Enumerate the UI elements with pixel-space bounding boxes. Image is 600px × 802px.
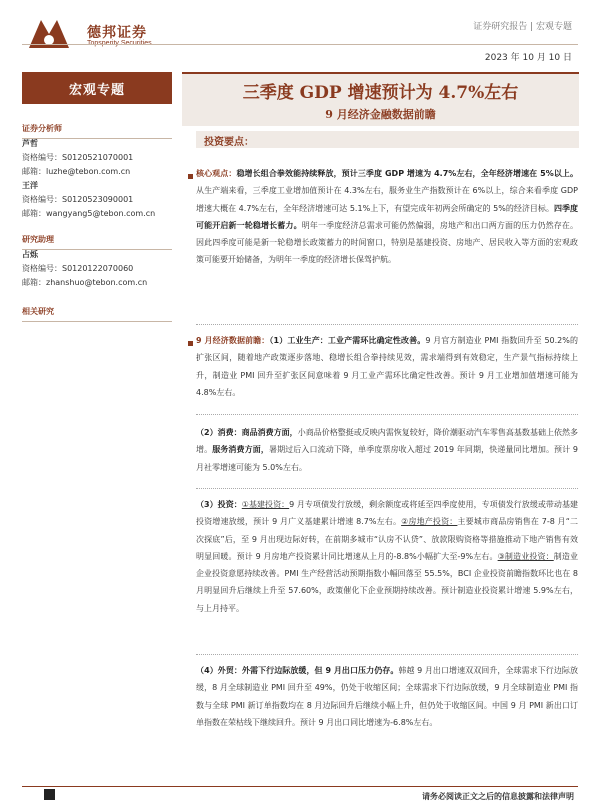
analyst-name: 芦哲 [22, 139, 38, 148]
footer-divider [22, 786, 578, 787]
assistant-email[interactable]: 邮箱：zhanshuo@tebon.com.cn [22, 278, 148, 287]
analyst-email[interactable]: 邮箱：wangyang5@tebon.com.cn [22, 209, 156, 218]
paragraph-text: 小商品价格整挺或反映内需恢复较好，降价潮驱动汽车零售高基数基础上依然多增。 [196, 428, 578, 455]
paragraph-industrial [196, 332, 578, 401]
bullet-icon [188, 341, 193, 346]
report-date: 2023 年 10 月 10 日 [484, 53, 572, 63]
paragraph-text: 从生产端来看，三季度工业增加值预计在 4.3%左右，服务业生产指数预计在 6%以上，综合来看季度 GDP 增速大概在 4.7%左右，全年经济增速可达 5.1%上下，有望完成年初两会所确定的 5%的经济目标。 [196, 186, 578, 213]
paragraph-text: 韩越 9 月出口增速双双回升，全球需求下行边际放缓，8 月全球制造业 PMI 回升至 49%，仍处于收缩区间；全球需求下行边际放缓，9 月全球制造业 PMI 指数与全球 PMI 新订单指数均在 8 月边际回升后继续小幅上升，但仍处于收缩区间。中国 9 月 PMI 新出口订单指数在荣枯线下继续回升。预计 9 月出口同比增速为-6.8%左右。 [196, 666, 578, 727]
analyst-name: 王洋 [22, 181, 38, 190]
paragraph-text: 制造业企业投资意愿持续改善。PMI 生产经营活动预期指数小幅回落至 55.5%，BCI 企业投资前瞻指数环比也在 8 月明显回升后继续上升至 57.60%，政策催化下企业预期持续改善。预计制造业投资累计增速 5.9%左右，与上月持平。 [196, 551, 579, 613]
paragraph-subheading: ③制造业投资： [497, 551, 554, 561]
paragraph-emphasis: （2）消费：商品消费方面， [196, 428, 298, 437]
section-divider [196, 414, 578, 415]
key-points-label: 投资要点： [204, 137, 254, 148]
tebon-logo-icon [25, 14, 73, 54]
section-divider [196, 654, 578, 655]
analysts-heading: 证券分析师 [22, 123, 172, 139]
paragraph-emphasis: （3）投资： [196, 500, 242, 509]
assistant-name: 占烁 [22, 250, 38, 259]
paragraph-text: 主要城市商品房销售在 7-8 月“二次探底”后，至 9 月出现边际好转，在前期多城市“认房不认贷”、放款限购资格等措施推动下地产销售有效明显回暖。预计 9 月房地产投资累计同比增速从上月的-8.8%小幅扩大至-9%左右。 [196, 517, 578, 561]
analyst-cert: 资格编号：S0120521070001 [22, 153, 134, 162]
report-subtitle: 9 月经济金融数据前瞻 [325, 108, 436, 121]
paragraph-emphasis: 服务消费方面， [212, 445, 269, 455]
section-divider [196, 324, 578, 325]
header-divider [22, 44, 578, 45]
bullet-icon [188, 174, 193, 179]
paragraph-lead: 核心观点： [196, 169, 237, 178]
paragraph-emphasis: 四季度可能开启新一轮稳增长蓄力。 [196, 203, 578, 230]
assistant-list [22, 248, 182, 290]
paragraph-text: 9 月专项债发行放缓，剩余额度或将延至四季度使用，专项债发行放缓或带动基建投资增速放缓，预计 9 月广义基建累计增速 8.7%左右。 [196, 500, 578, 527]
analyst-list [22, 137, 182, 221]
assistant-heading: 研究助理 [22, 234, 172, 250]
paragraph-emphasis: 稳增长组合拳效能持续释放，预计三季度 GDP 增速为 4.7%左右，全年经济增速在 5%以上。 [236, 169, 579, 178]
paragraph-subheading: ①基建投资： [241, 500, 290, 509]
paragraph-investment [196, 496, 578, 617]
qr-code-icon [44, 789, 55, 800]
assistant-cert: 资格编号：S0120122070060 [22, 264, 134, 273]
brand-name: 德邦证券 [87, 25, 147, 41]
report-title-box [182, 72, 579, 126]
key-points-bar [196, 131, 579, 148]
related-research-heading: 相关研究 [22, 306, 172, 322]
paragraph-core-view [196, 165, 578, 269]
analyst-cert: 资格编号：S0120523090001 [22, 195, 134, 204]
section-divider [196, 488, 578, 489]
paragraph-consumption [196, 424, 578, 476]
report-title: 三季度 GDP 增速预计为 4.7%左右 [242, 83, 519, 103]
paragraph-emphasis: （1）工业生产：工业产需环比确定性改善。 [269, 336, 426, 345]
paragraph-trade [196, 662, 578, 731]
section-banner: 宏观专题 [22, 72, 172, 104]
paragraph-text: 明年一季度经济总需求可能仍然偏弱，房地产和出口两方面的压力仍然存在。因此四季度可能是新一轮稳增长政策蓄力的时间窗口，特别是基建投资、房地产、居民收入等方面的宏观政策可能要开始储备，为明年一季度的经济增长保驾护航。 [196, 220, 579, 265]
analyst-email[interactable]: 邮箱：luzhe@tebon.com.cn [22, 167, 131, 176]
brand-english-name: Topsperity Securities [87, 40, 152, 47]
paragraph-lead: 9 月经济数据前瞻： [196, 336, 270, 345]
paragraph-text: 暑期过后入口流动下降，单季度票房收入超过 2019 年同期，快递量同比增加。预计 9 月社零增速可能为 5.0%左右。 [196, 445, 579, 472]
document-type: 证券研究报告 | 宏观专题 [473, 22, 572, 32]
paragraph-emphasis: （4）外贸：外需下行边际放缓，但 9 月出口压力仍存。 [196, 666, 399, 675]
paragraph-text: 9 月官方制造业 PMI 指数回升至 50.2%的扩张区间，随着地产政策逐步落地、稳增长组合拳持续见效，需求端得到有效稳定，生产景气指标持续上升，制造业 PMI 回升至扩张区间意味着 9 月工业产需环比确定性改善。预计 9 月工业增加值增速可能为 4.8%左右。 [196, 336, 578, 397]
footer-disclaimer: 请务必阅读正文之后的信息披露和法律声明 [422, 792, 574, 801]
paragraph-subheading: ②房地产投资： [401, 517, 458, 527]
